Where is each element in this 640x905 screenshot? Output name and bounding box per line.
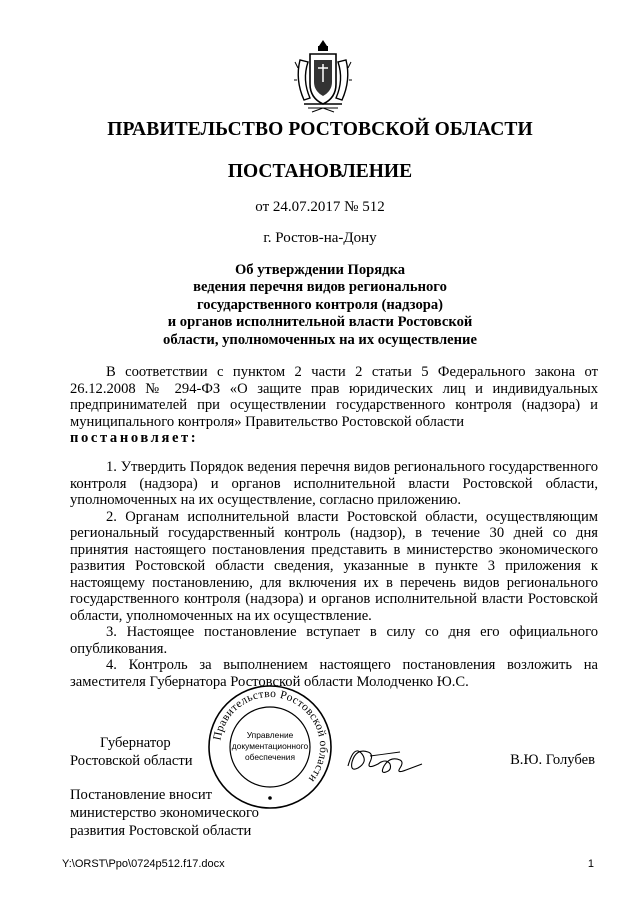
handwritten-signature [340, 736, 440, 784]
title-line: Об утверждении Порядка [234, 262, 406, 278]
stamp-center-line: обеспечения [245, 752, 295, 762]
title-line: области, уполномоченных на их осуществление [163, 331, 477, 348]
preamble-text: В соответствии с пунктом 2 части 2 статьи 5 Федерального закона от 26.12.2008 № 294-ФЗ «О защите прав юридических лиц и индивидуальных предпринимателей при осуществлении государственного контроля (надзора) и муниципального контроля» Правительство Ростовской области [70, 364, 598, 430]
government-name: ПРАВИТЕЛЬСТВО РОСТОВСКОЙ ОБЛАСТИ [107, 119, 533, 140]
signatory-position [70, 734, 193, 770]
document-date-number: от 24.07.2017 № 512 [255, 199, 385, 215]
decree-item: 3. Настоящее постановление вступает в силу со дня его официального опубликования. [70, 624, 598, 657]
title-line: государственного контроля (надзора) [196, 296, 444, 313]
page-number: 1 [587, 858, 594, 870]
decides-word: постановляет: [70, 430, 199, 446]
title-line: ведения перечня видов регионального [193, 279, 447, 296]
position-line: Губернатор [100, 735, 171, 751]
submitted-line: Постановление вносит [70, 787, 213, 803]
document-type: ПОСТАНОВЛЕНИЕ [227, 161, 413, 182]
document-title [80, 262, 560, 349]
coat-of-arms-emblem [294, 38, 352, 116]
signatory-name: В.Ю. Голубев [510, 752, 595, 768]
submitted-line: министерство экономического [70, 805, 259, 821]
stamp-ring-text: Правительство Ростовской области [211, 687, 330, 785]
stamp-center-line: документационного [231, 741, 309, 751]
submitted-line: развития Ростовской области [70, 823, 252, 839]
title-line: и органов исполнительной власти Ростовской [167, 314, 473, 331]
decree-item: 1. Утвердить Порядок ведения перечня видов регионального государственного контроля (надзора) и органов исполнительной власти Ростовской области, уполномоченных на их осуществление, согласно приложению. [70, 459, 598, 508]
submitted-by [70, 786, 259, 840]
decree-item: 2. Органам исполнительной власти Ростовской области, осуществляющим региональный государственный контроль (надзор), в течение 30 дней со дня принятия настоящего постановления представить в министерство экономического развития Ростовской области сведения, указанные в пункте 3 приложения к настоящему постановлению, для включения их в перечень видов регионального государственного контроля (надзора) и органов исполнительной власти Ростовской области, уполномоченных на их осуществление. [70, 508, 598, 624]
decree-items [70, 459, 598, 690]
file-path: Y:\ORST\Ppo\0724p512.f17.docx [62, 858, 225, 870]
position-line: Ростовской области [70, 753, 193, 769]
decree-item: 4. Контроль за выполнением настоящего постановления возложить на заместителя Губернатора Ростовской области Молодченко Ю.С. [70, 657, 598, 690]
stamp-center-line: Управление [246, 730, 294, 740]
document-city: г. Ростов-на-Дону [263, 230, 377, 246]
preamble [70, 364, 598, 447]
